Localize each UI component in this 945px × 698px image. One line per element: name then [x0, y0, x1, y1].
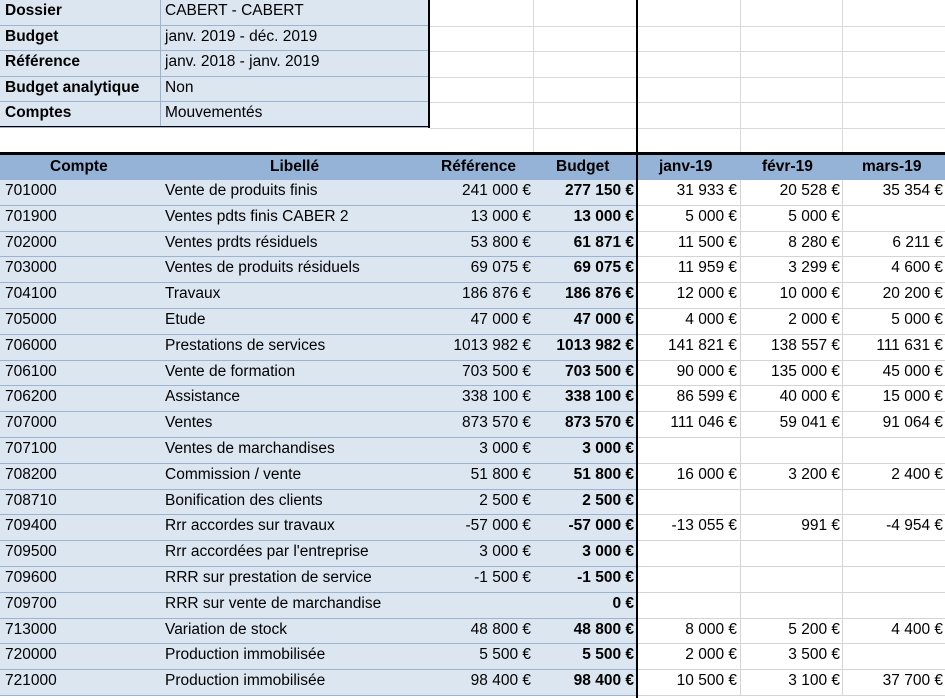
cell-libelle[interactable]: Assistance — [165, 388, 240, 406]
cell-budget[interactable]: -57 000 € — [568, 517, 634, 535]
grid-line — [740, 335, 741, 361]
cell-budget[interactable]: 13 000 € — [573, 207, 634, 225]
info-value[interactable]: CABERT - CABERT — [165, 2, 304, 19]
table-row[interactable] — [0, 515, 945, 541]
table-row[interactable] — [0, 386, 945, 412]
cell-budget[interactable]: 277 150 € — [565, 182, 634, 199]
row-background — [0, 619, 637, 645]
cell-compte[interactable]: 707000 — [5, 414, 57, 432]
grid-line — [740, 180, 741, 206]
cell-month-1[interactable]: 8 000 € — [685, 620, 737, 638]
grid-line — [842, 593, 843, 619]
grid-line — [740, 412, 741, 438]
cell-month-3[interactable]: -4 954 € — [886, 517, 943, 535]
grid-line — [740, 670, 741, 696]
cell-reference[interactable]: -57 000 € — [465, 517, 531, 535]
cell-budget[interactable]: 51 800 € — [573, 465, 634, 483]
cell-compte[interactable]: 705000 — [5, 311, 57, 328]
grid-line — [740, 438, 741, 464]
cell-month-3[interactable]: 111 631 € — [876, 336, 943, 354]
cell-month-1[interactable]: 2 000 € — [685, 646, 737, 664]
row-background — [0, 412, 637, 438]
table-row[interactable] — [0, 412, 945, 438]
budget-separator — [636, 0, 638, 698]
row-background — [0, 283, 637, 309]
cell-reference[interactable]: 186 876 € — [462, 285, 531, 303]
table-row[interactable] — [0, 257, 945, 283]
cell-month-2[interactable]: 5 200 € — [788, 620, 840, 638]
table-row[interactable] — [0, 644, 945, 670]
cell-month-2[interactable]: 40 000 € — [779, 388, 840, 406]
cell-month-3[interactable]: 5 000 € — [891, 311, 943, 328]
grid-line — [740, 283, 741, 309]
cell-month-3[interactable]: 4 400 € — [891, 620, 943, 638]
cell-month-1[interactable]: 10 500 € — [676, 672, 737, 690]
cell-compte[interactable]: 702000 — [5, 233, 57, 251]
table-row[interactable] — [0, 309, 945, 335]
cell-budget[interactable]: -1 500 € — [577, 569, 634, 586]
cell-month-2[interactable]: 5 000 € — [788, 207, 840, 225]
grid-line — [430, 102, 945, 103]
cell-reference[interactable]: 703 500 € — [462, 362, 531, 380]
info-label[interactable]: Budget — [5, 27, 59, 45]
cell-libelle[interactable]: Ventes prdts résiduels — [165, 233, 318, 251]
header-month-2[interactable]: févr-19 — [762, 158, 813, 175]
cell-compte[interactable]: 706200 — [5, 388, 57, 406]
cell-month-3[interactable]: 2 400 € — [891, 465, 943, 483]
cell-month-1[interactable]: 31 933 € — [676, 182, 737, 199]
grid-line — [842, 541, 843, 567]
grid-line — [740, 515, 741, 541]
cell-libelle[interactable]: Ventes de produits résiduels — [165, 259, 360, 277]
cell-budget[interactable]: 48 800 € — [573, 620, 634, 638]
grid-line — [842, 412, 843, 438]
grid-line — [740, 361, 741, 387]
info-value[interactable]: Non — [165, 78, 194, 96]
cell-reference[interactable]: 338 100 € — [462, 388, 531, 406]
cell-budget[interactable]: 338 100 € — [565, 388, 634, 406]
cell-month-3[interactable]: 45 000 € — [882, 362, 943, 380]
cell-libelle[interactable]: RRR sur prestation de service — [165, 569, 372, 586]
info-value[interactable]: janv. 2018 - janv. 2019 — [165, 53, 320, 71]
grid-line — [430, 128, 945, 129]
info-block — [0, 0, 430, 128]
cell-libelle[interactable]: Rrr accordées par l'entreprise — [165, 543, 369, 561]
grid-line — [842, 386, 843, 412]
cell-reference[interactable]: 1013 982 € — [453, 336, 531, 354]
cell-reference[interactable]: 3 000 € — [479, 543, 531, 561]
cell-month-1[interactable]: 141 821 € — [668, 336, 737, 354]
info-label[interactable]: Comptes — [5, 104, 72, 122]
grid-line — [842, 490, 843, 516]
grid-line — [842, 619, 843, 645]
cell-budget[interactable]: 3 000 € — [582, 543, 634, 561]
cell-libelle[interactable]: Commission / vente — [165, 465, 302, 483]
header-month-3[interactable]: mars-19 — [862, 158, 922, 175]
grid-line — [740, 232, 741, 258]
cell-compte[interactable]: 713000 — [5, 620, 57, 638]
cell-month-1[interactable]: 90 000 € — [676, 362, 737, 380]
cell-month-1[interactable]: 4 000 € — [685, 311, 737, 328]
row-background — [0, 464, 637, 490]
table-header — [0, 152, 945, 180]
table-row[interactable] — [0, 464, 945, 490]
grid-line — [740, 257, 741, 283]
header-libelle[interactable]: Libellé — [270, 158, 320, 175]
header-budget[interactable]: Budget — [556, 158, 610, 175]
grid-line — [842, 670, 843, 696]
cell-month-2[interactable]: 8 280 € — [788, 233, 840, 251]
info-label[interactable]: Référence — [5, 53, 80, 71]
cell-month-3[interactable]: 91 064 € — [882, 414, 943, 432]
cell-month-3[interactable]: 35 354 € — [882, 182, 943, 199]
info-label[interactable]: Dossier — [5, 2, 62, 19]
cell-month-3[interactable]: 37 700 € — [882, 672, 943, 690]
grid-line — [842, 257, 843, 283]
cell-month-2[interactable]: 10 000 € — [779, 285, 840, 303]
info-row — [0, 26, 428, 52]
cell-budget[interactable]: 0 € — [612, 594, 634, 612]
row-background — [638, 567, 945, 593]
cell-libelle[interactable]: RRR sur vente de marchandise — [165, 594, 382, 612]
cell-month-2[interactable]: 59 041 € — [779, 414, 840, 432]
cell-reference[interactable]: 53 800 € — [470, 233, 531, 251]
header-month-1[interactable]: janv-19 — [659, 158, 713, 175]
grid-line — [740, 464, 741, 490]
cell-budget[interactable]: 703 500 € — [565, 362, 634, 380]
grid-line — [842, 464, 843, 490]
cell-libelle[interactable]: Etude — [165, 311, 206, 328]
grid-line — [740, 541, 741, 567]
row-background — [0, 180, 637, 206]
cell-budget[interactable]: 69 075 € — [573, 259, 634, 277]
row-background — [0, 386, 637, 412]
info-row — [0, 102, 428, 128]
grid-line — [430, 77, 945, 78]
cell-compte[interactable]: 701900 — [5, 207, 57, 225]
cell-libelle[interactable]: Ventes pdts finis CABER 2 — [165, 207, 349, 225]
cell-month-2[interactable]: 20 528 € — [779, 182, 840, 199]
cell-month-1[interactable]: 86 599 € — [676, 388, 737, 406]
cell-compte[interactable]: 709400 — [5, 517, 57, 535]
table-row[interactable] — [0, 438, 945, 464]
cell-libelle[interactable]: Variation de stock — [165, 620, 288, 638]
cell-budget[interactable]: 47 000 € — [573, 311, 634, 328]
info-label[interactable]: Budget analytique — [5, 78, 140, 96]
cell-month-3[interactable]: 20 200 € — [882, 285, 943, 303]
cell-reference[interactable]: 241 000 € — [462, 182, 531, 199]
cell-compte[interactable]: 703000 — [5, 259, 57, 277]
grid-line — [740, 490, 741, 516]
table-row[interactable] — [0, 541, 945, 567]
row-background — [638, 541, 945, 567]
grid-line — [842, 567, 843, 593]
table-row[interactable] — [0, 335, 945, 361]
table-row[interactable] — [0, 232, 945, 258]
cell-month-3[interactable]: 4 600 € — [891, 259, 943, 277]
cell-reference[interactable]: 13 000 € — [470, 207, 531, 225]
table-row[interactable] — [0, 283, 945, 309]
info-value[interactable]: Mouvementés — [165, 104, 263, 122]
cell-compte[interactable]: 706100 — [5, 362, 57, 380]
cell-reference[interactable]: 3 000 € — [479, 440, 531, 457]
cell-month-1[interactable]: 11 500 € — [677, 233, 737, 251]
cell-libelle[interactable]: Production immobilisée — [165, 672, 326, 690]
cell-libelle[interactable]: Travaux — [165, 285, 221, 303]
grid-line — [740, 206, 741, 232]
row-background — [638, 438, 945, 464]
cell-month-2[interactable]: 2 000 € — [788, 311, 840, 328]
info-value[interactable]: janv. 2019 - déc. 2019 — [165, 27, 318, 45]
cell-month-1[interactable]: -13 055 € — [671, 517, 737, 535]
grid-line — [842, 438, 843, 464]
row-background — [0, 309, 637, 335]
table-row[interactable] — [0, 361, 945, 387]
cell-month-2[interactable]: 991 € — [801, 517, 840, 535]
cell-budget[interactable]: 2 500 € — [582, 491, 634, 509]
cell-month-3[interactable]: 15 000 € — [882, 388, 943, 406]
grid-line — [740, 309, 741, 335]
grid-line — [842, 335, 843, 361]
grid-line — [740, 567, 741, 593]
cell-libelle[interactable]: Vente de produits finis — [165, 182, 318, 199]
table-row[interactable] — [0, 490, 945, 516]
table-row[interactable] — [0, 180, 945, 206]
cell-libelle[interactable]: Ventes de marchandises — [165, 440, 335, 457]
cell-budget[interactable]: 1013 982 € — [556, 336, 634, 354]
table-row[interactable] — [0, 593, 945, 619]
grid-line — [842, 309, 843, 335]
table-row[interactable] — [0, 619, 945, 645]
header-compte[interactable]: Compte — [50, 158, 108, 175]
grid-line — [842, 283, 843, 309]
info-row — [0, 51, 428, 77]
cell-compte[interactable]: 720000 — [5, 646, 57, 664]
cell-budget[interactable]: 61 871 € — [573, 233, 634, 251]
grid-line — [740, 619, 741, 645]
cell-compte[interactable]: 708200 — [5, 465, 57, 483]
info-row — [0, 77, 428, 103]
cell-budget[interactable]: 98 400 € — [573, 672, 634, 690]
cell-month-1[interactable]: 111 046 € — [670, 414, 737, 432]
cell-compte[interactable]: 721000 — [5, 672, 57, 690]
grid-line — [740, 593, 741, 619]
table-row[interactable] — [0, 206, 945, 232]
cell-month-1[interactable]: 16 000 € — [676, 465, 737, 483]
cell-reference[interactable]: 873 570 € — [462, 414, 531, 432]
cell-compte[interactable]: 708710 — [5, 491, 57, 509]
cell-libelle[interactable]: Bonification des clients — [165, 491, 323, 509]
grid-line — [842, 180, 843, 206]
grid-line — [430, 51, 945, 52]
cell-month-2[interactable]: 3 200 € — [788, 465, 840, 483]
cell-libelle[interactable]: Rrr accordes sur travaux — [165, 517, 335, 535]
cell-compte[interactable]: 709500 — [5, 543, 57, 561]
row-background — [0, 232, 637, 258]
cell-month-2[interactable]: 3 500 € — [788, 646, 840, 664]
cell-month-2[interactable]: 3 100 € — [788, 672, 840, 690]
cell-libelle[interactable]: Prestations de services — [165, 336, 326, 354]
grid-line — [740, 644, 741, 670]
cell-reference[interactable]: 69 075 € — [470, 259, 531, 277]
table-row[interactable] — [0, 670, 945, 696]
grid-line — [842, 515, 843, 541]
cell-libelle[interactable]: Vente de formation — [165, 362, 296, 380]
cell-reference[interactable]: 51 800 € — [470, 465, 531, 483]
cell-libelle[interactable]: Ventes — [165, 414, 213, 432]
cell-libelle[interactable]: Production immobilisée — [165, 646, 326, 664]
table-row[interactable] — [0, 567, 945, 593]
grid-line — [842, 232, 843, 258]
cell-reference[interactable]: 5 500 € — [479, 646, 531, 664]
cell-compte[interactable]: 704100 — [5, 285, 57, 303]
cell-reference[interactable]: -1 500 € — [474, 569, 531, 586]
cell-compte[interactable]: 709600 — [5, 569, 57, 586]
header-reference[interactable]: Référence — [441, 158, 516, 175]
cell-month-3[interactable]: 6 211 € — [892, 233, 943, 251]
row-background — [638, 490, 945, 516]
grid-line — [740, 386, 741, 412]
row-background — [0, 361, 637, 387]
grid-line — [842, 206, 843, 232]
cell-reference[interactable]: 98 400 € — [470, 672, 531, 690]
grid-line — [430, 26, 945, 27]
info-row — [0, 0, 428, 26]
cell-budget[interactable]: 5 500 € — [582, 646, 634, 664]
grid-line — [842, 361, 843, 387]
cell-budget[interactable]: 873 570 € — [565, 414, 634, 432]
cell-month-1[interactable]: 12 000 € — [676, 285, 737, 303]
row-background — [638, 593, 945, 619]
cell-reference[interactable]: 47 000 € — [470, 311, 531, 328]
cell-budget[interactable]: 3 000 € — [582, 440, 634, 457]
cell-month-2[interactable]: 3 299 € — [788, 259, 840, 277]
cell-compte[interactable]: 707100 — [5, 440, 57, 457]
cell-compte[interactable]: 709700 — [5, 594, 57, 612]
cell-month-1[interactable]: 5 000 € — [685, 207, 737, 225]
cell-budget[interactable]: 186 876 € — [565, 285, 634, 303]
cell-month-2[interactable]: 135 000 € — [771, 362, 840, 380]
cell-compte[interactable]: 706000 — [5, 336, 57, 354]
cell-month-2[interactable]: 138 557 € — [771, 336, 840, 354]
cell-month-1[interactable]: 11 959 € — [677, 259, 737, 277]
cell-reference[interactable]: 48 800 € — [470, 620, 531, 638]
grid-line — [842, 644, 843, 670]
cell-reference[interactable]: 2 500 € — [479, 491, 531, 509]
cell-compte[interactable]: 701000 — [5, 182, 57, 199]
